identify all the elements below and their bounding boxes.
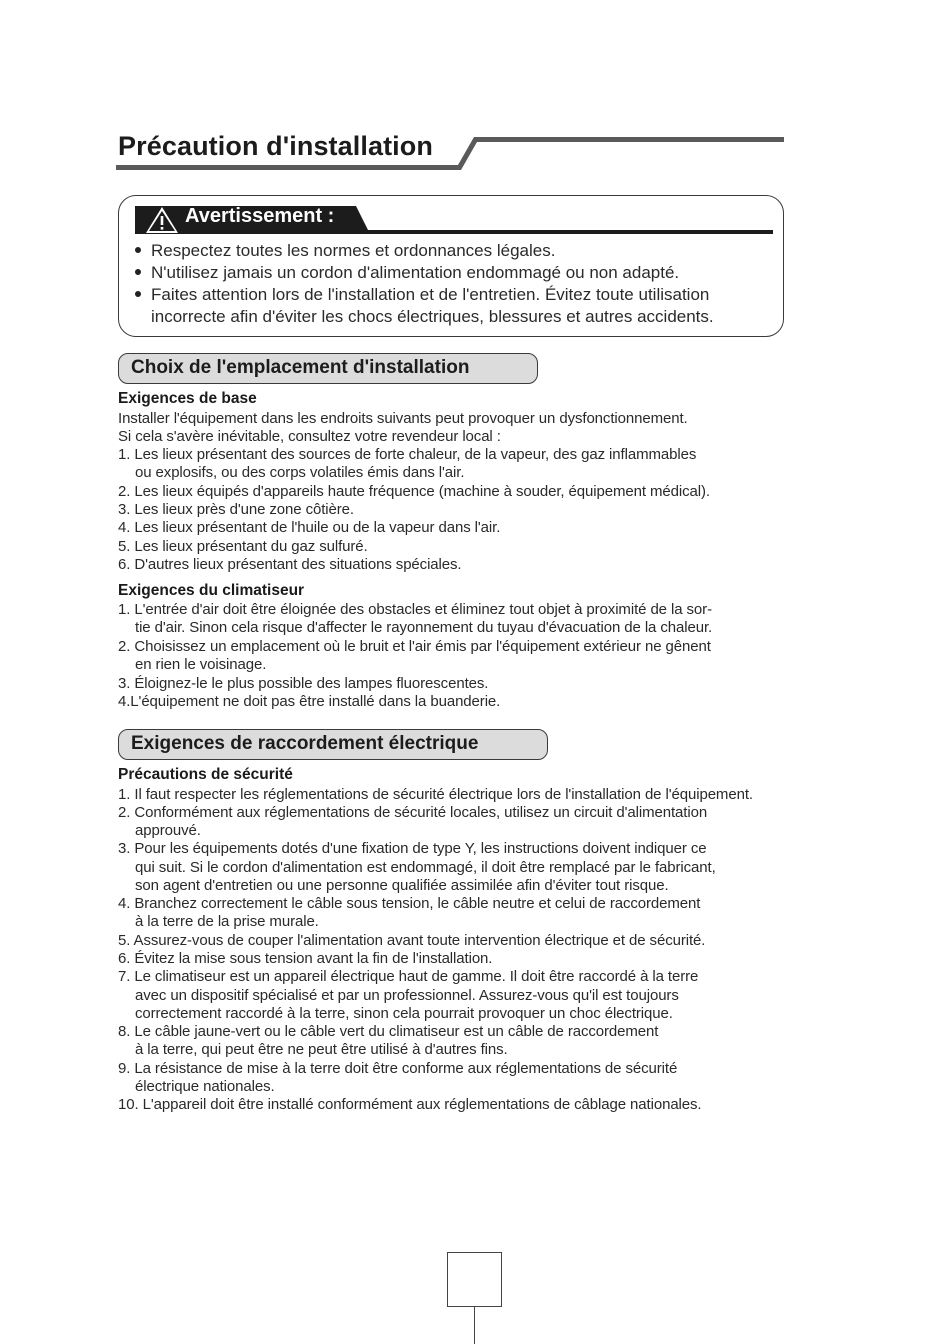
list-item: 1. Les lieux présentant des sources de forte chaleur, de la vapeur, des gaz inflammables bbox=[118, 446, 697, 463]
warning-label: Avertissement : bbox=[185, 205, 335, 227]
list-item: 5. Les lieux présentant du gaz sulfuré. bbox=[118, 538, 368, 555]
list-item: 2. Conformément aux réglementations de sécurité locales, utilisez un circuit d'alimentation bbox=[118, 804, 708, 821]
page-number-box bbox=[447, 1252, 502, 1307]
text-line: Si cela s'avère inévitable, consultez votre revendeur local : bbox=[118, 428, 501, 445]
bullet-icon bbox=[135, 291, 141, 297]
list-item: 3. Éloignez-le le plus possible des lampes fluorescentes. bbox=[118, 675, 489, 692]
section-header-electrical: Exigences de raccordement électrique bbox=[118, 729, 548, 760]
bullet-icon bbox=[135, 269, 141, 275]
list-item-continuation: à la terre de la prise murale. bbox=[135, 913, 319, 930]
list-item: 6. Évitez la mise sous tension avant la fin de l'installation. bbox=[118, 950, 493, 967]
list-item: 7. Le climatiseur est un appareil électrique haut de gamme. Il doit être raccordé à la terre bbox=[118, 968, 699, 985]
list-item-continuation: son agent d'entretien ou une personne qualifiée assimilée afin d'éviter tout risque. bbox=[135, 877, 669, 894]
list-item: 1. Il faut respecter les réglementations de sécurité électrique lors de l'installation de l'équipement. bbox=[118, 786, 753, 803]
subheading-safety: Précautions de sécurité bbox=[118, 766, 293, 783]
list-item: 4. Branchez correctement le câble sous tension, le câble neutre et celui de raccordement bbox=[118, 895, 701, 912]
bullet-icon bbox=[135, 247, 141, 253]
warning-item: N'utilisez jamais un cordon d'alimentation endommagé ou non adapté. bbox=[135, 262, 679, 284]
list-item: 2. Les lieux équipés d'appareils haute fréquence (machine à souder, équipement médical). bbox=[118, 483, 710, 500]
list-item: 1. L'entrée d'air doit être éloignée des obstacles et éliminez tout objet à proximité de la sor- bbox=[118, 601, 712, 618]
subheading-ac-requirements: Exigences du climatiseur bbox=[118, 582, 305, 599]
text-line: Installer l'équipement dans les endroits suivants peut provoquer un dysfonctionnement. bbox=[118, 410, 688, 427]
section-header-location: Choix de l'emplacement d'installation bbox=[118, 353, 538, 384]
list-item-continuation: électrique nationales. bbox=[135, 1078, 275, 1095]
list-item: 9. La résistance de mise à la terre doit être conforme aux réglementations de sécurité bbox=[118, 1060, 678, 1077]
warning-item-continuation: incorrecte afin d'éviter les chocs électriques, blessures et autres accidents. bbox=[151, 307, 714, 326]
subheading-base-requirements: Exigences de base bbox=[118, 390, 257, 407]
list-item-continuation: avec un dispositif spécialisé et par un professionnel. Assurez-vous qu'il est toujours bbox=[135, 987, 679, 1004]
list-item: 2. Choisissez un emplacement où le bruit et l'air émis par l'équipement extérieur ne gênent bbox=[118, 638, 711, 655]
list-item-continuation: approuvé. bbox=[135, 822, 201, 839]
list-item: 4. Les lieux présentant de l'huile ou de la vapeur dans l'air. bbox=[118, 519, 501, 536]
list-item-continuation: tie d'air. Sinon cela risque d'affecter le rayonnement du tuyau d'évacuation de la chaleur. bbox=[135, 619, 713, 636]
warning-item: Respectez toutes les normes et ordonnances légales. bbox=[135, 240, 555, 262]
warning-item: Faites attention lors de l'installation et de l'entretien. Évitez toute utilisation bbox=[135, 284, 709, 306]
list-item: 10. L'appareil doit être installé conformément aux réglementations de câblage nationales. bbox=[118, 1096, 702, 1113]
list-item-continuation: ou explosifs, ou des corps volatiles émis dans l'air. bbox=[135, 464, 465, 481]
list-item-continuation: à la terre, qui peut être ne peut être utilisé à d'autres fins. bbox=[135, 1041, 508, 1058]
list-item: 4.L'équipement ne doit pas être installé dans la buanderie. bbox=[118, 693, 501, 710]
list-item-continuation: qui suit. Si le cordon d'alimentation est endommagé, il doit être remplacé par le fabricant, bbox=[135, 859, 716, 876]
list-item: 5. Assurez-vous de couper l'alimentation avant toute intervention électrique et de sécurité. bbox=[118, 932, 706, 949]
warning-banner bbox=[0, 0, 950, 260]
page-title: Précaution d'installation bbox=[118, 131, 433, 161]
list-item-continuation: en rien le voisinage. bbox=[135, 656, 267, 673]
list-item: 3. Pour les équipements dotés d'une fixation de type Y, les instructions doivent indiquer ce bbox=[118, 840, 707, 857]
list-item: 8. Le câble jaune-vert ou le câble vert du climatiseur est un câble de raccordement bbox=[118, 1023, 659, 1040]
list-item: 3. Les lieux près d'une zone côtière. bbox=[118, 501, 354, 518]
list-item-continuation: correctement raccordé à la terre, sinon cela pourrait provoquer un choc électrique. bbox=[135, 1005, 673, 1022]
page-number-stem bbox=[474, 1307, 475, 1344]
list-item: 6. D'autres lieux présentant des situations spéciales. bbox=[118, 556, 462, 573]
